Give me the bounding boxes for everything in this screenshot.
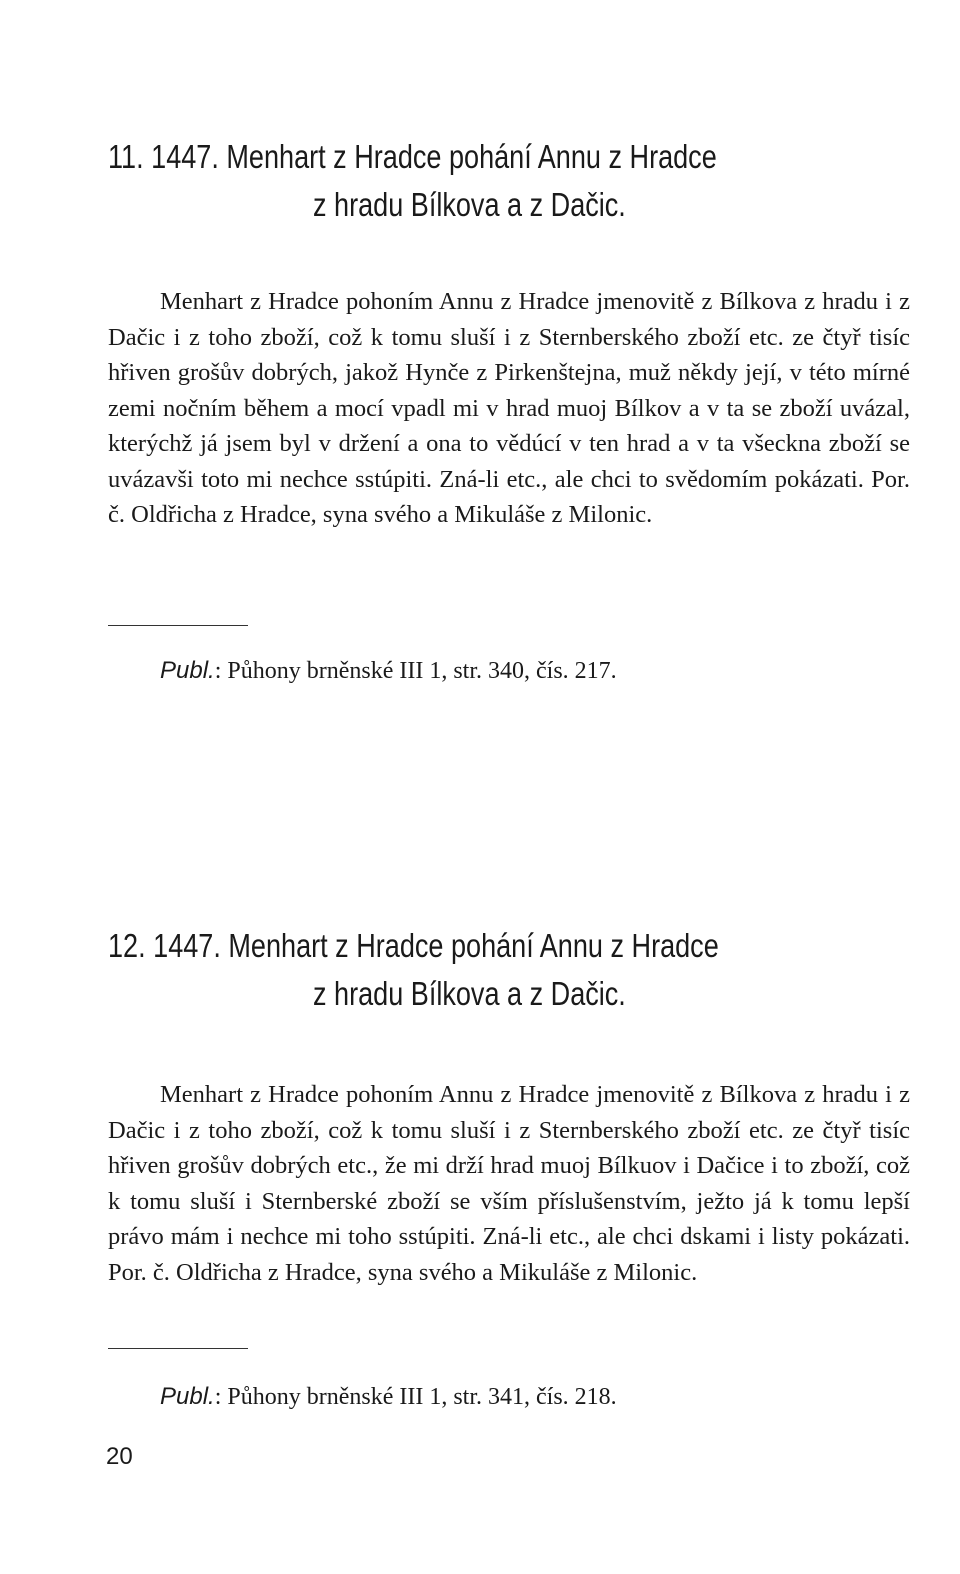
footnote-divider <box>108 625 248 626</box>
publication-reference <box>160 1382 617 1412</box>
entry-number: 12. <box>108 927 146 964</box>
entry-number: 11. <box>108 138 144 175</box>
publication-reference <box>160 656 617 686</box>
publication-text: : Půhony brněnské III 1, str. 340, čís. 217. <box>214 658 617 684</box>
publication-label: Publ. <box>160 657 215 684</box>
entry-heading <box>108 922 768 1018</box>
publication-text: : Půhony brněnské III 1, str. 341, čís. 218. <box>214 1384 617 1410</box>
entry-title-line-2: z hradu Bílkova a z Dačic. <box>313 975 626 1012</box>
entry-year: 1447. <box>153 927 221 964</box>
entry-body-text: Menhart z Hradce pohoním Annu z Hradce jmenovitě z Bílkova z hradu i z Dačic i z toho zboží, což k tomu sluší i z Sternberského zboží etc. ze čtyř tisíc hřiven grošův dobrých, jakož Hynče z Pirkenštejna, muž někdy její, v této mírné zemi nočním během a mocí vpadl mi v hrad muoj Bílkov a v ta se zboží uvázal, kterýchž já jsem byl v držení a ona to vědúcí v ten hrad a v ta všeckna zboží se uvázavši toto mi nechce sstúpiti. Zná-li etc., ale chci to svědomím pokázati. Por. č. Oldřicha z Hradce, syna svého a Mikuláše z Milonic. <box>108 288 910 528</box>
entry-body-text: Menhart z Hradce pohoním Annu z Hradce jmenovitě z Bílkova z hradu i z Dačic i z toho zboží, což k tomu sluší i z Sternberského zboží etc. ze čtyř tisíc hřiven grošův dobrých etc., že mi drží hrad muoj Bílkuov i Dačice i to zboží, což k tomu sluší i Sternberské zboží se vším příslušenstvím, ježto já k tomu lepší právo mám i nechce mi toho sstúpiti. Zná-li etc., ale chci dskami i listy pokázati. Por. č. Oldřicha z Hradce, syna svého a Mikuláše z Milonic. <box>108 1081 910 1286</box>
entry-title-line-1: Menhart z Hradce pohání Annu z Hradce <box>228 927 719 964</box>
entry-year: 1447. <box>151 138 219 175</box>
page-number: 20 <box>106 1443 133 1470</box>
entry-title-line-1: Menhart z Hradce pohání Annu z Hradce <box>226 138 717 175</box>
entry-heading <box>108 133 768 229</box>
entry-title-line-2: z hradu Bílkova a z Dačic. <box>313 186 626 223</box>
footnote-divider <box>108 1348 248 1349</box>
publication-label: Publ. <box>160 1383 215 1410</box>
